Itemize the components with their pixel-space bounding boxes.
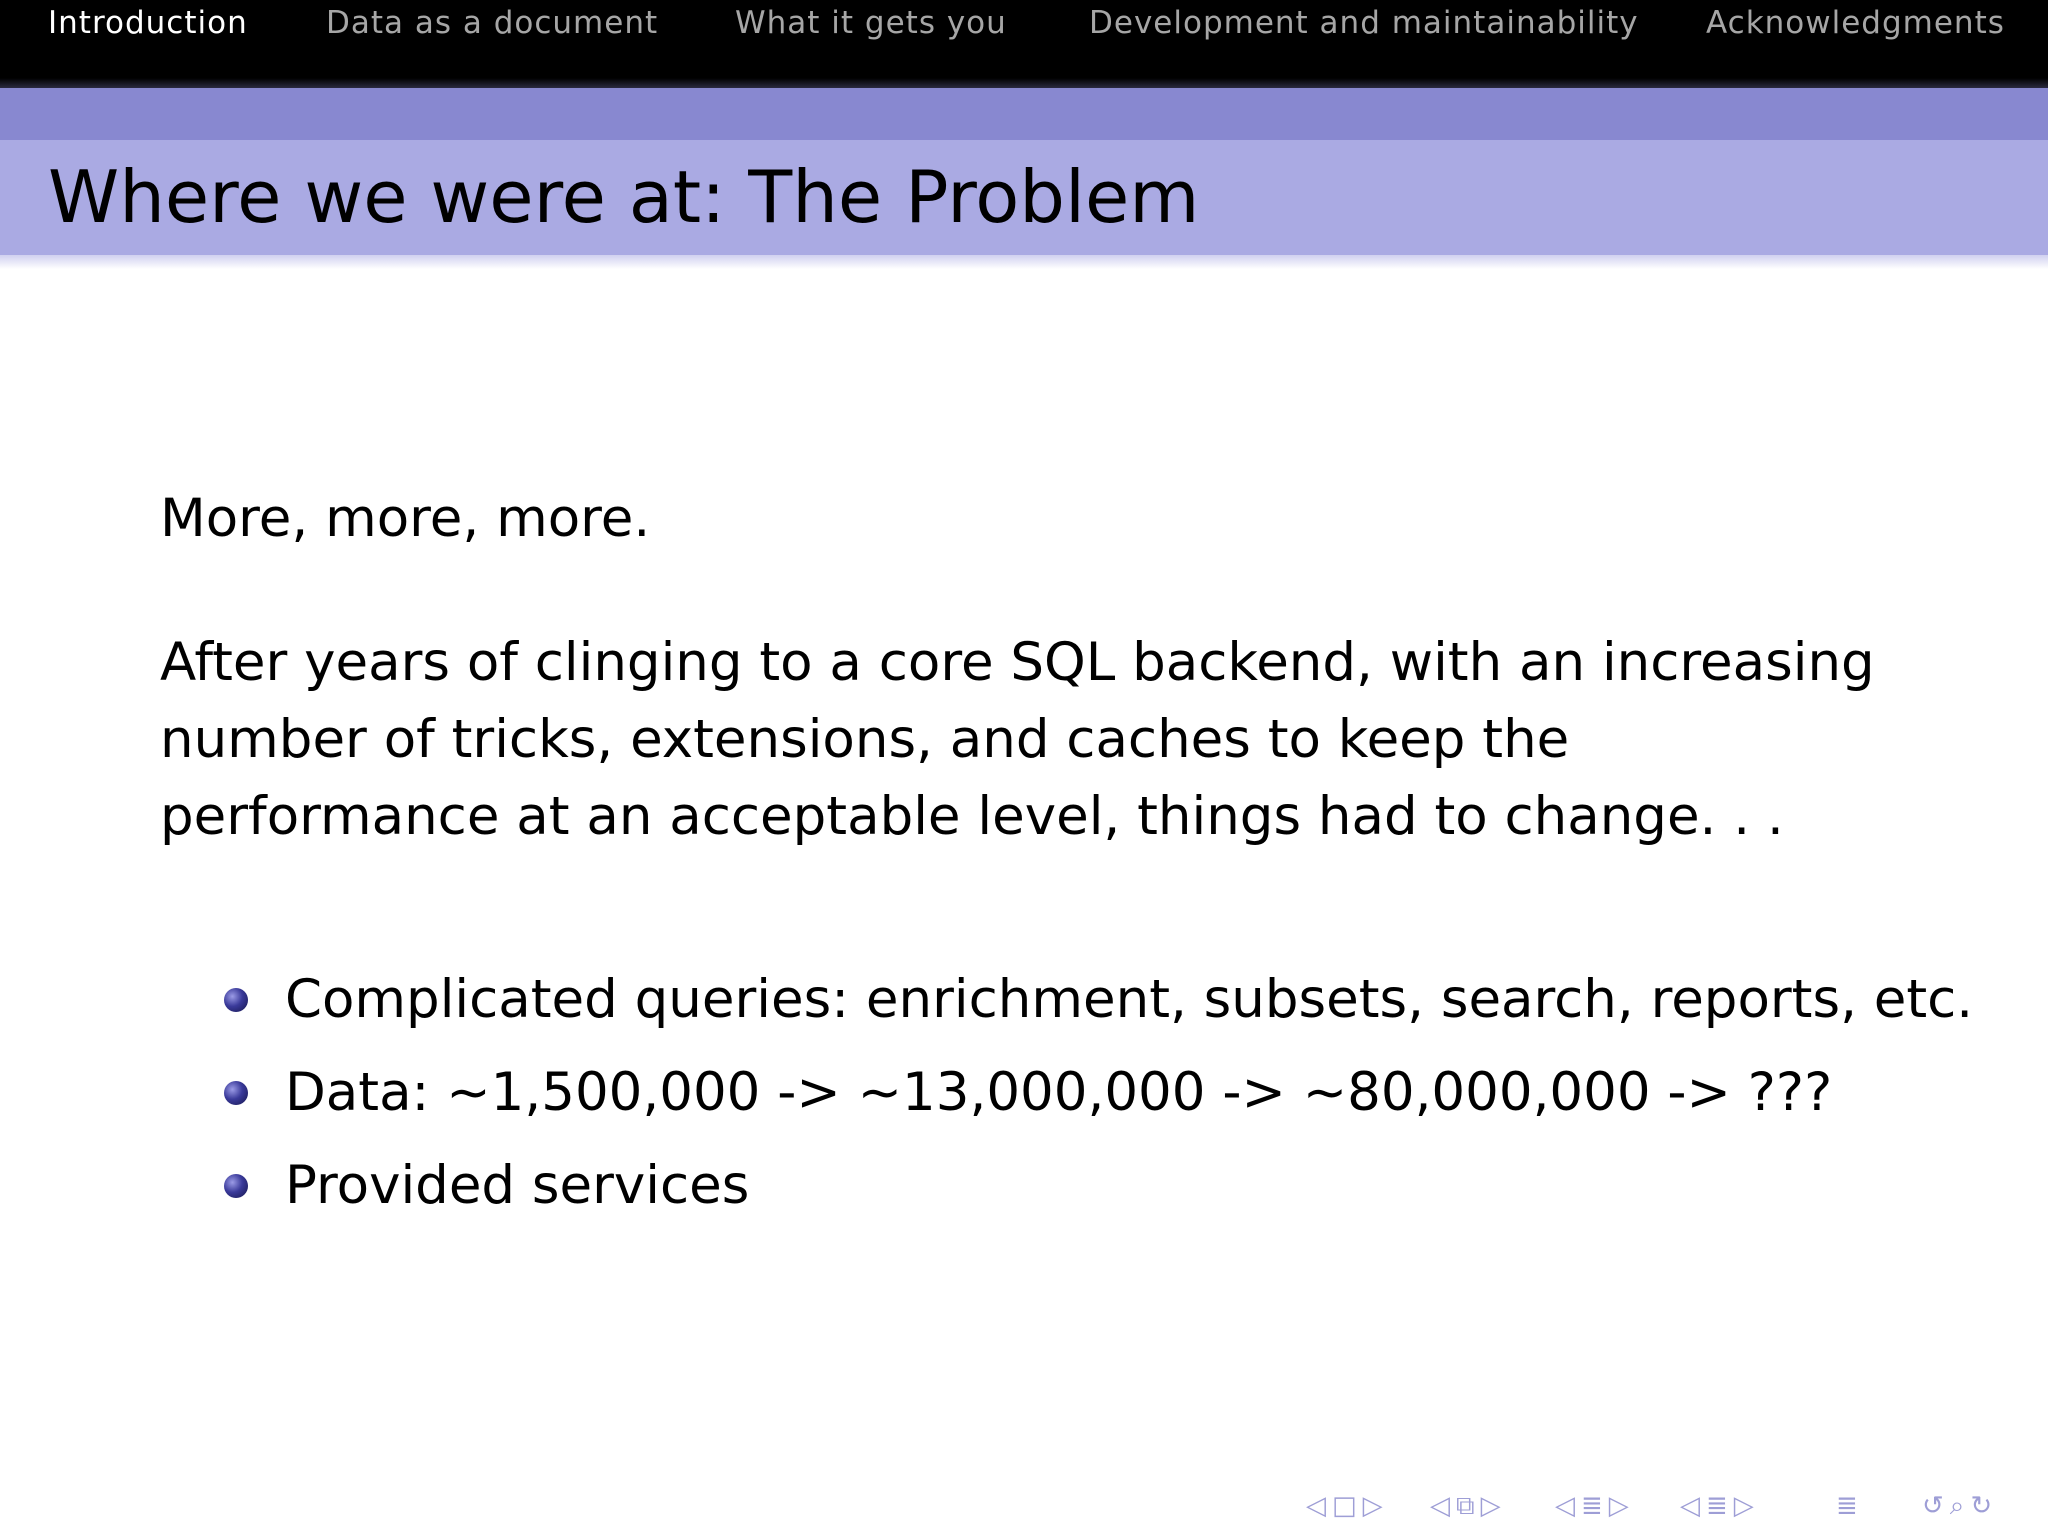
document-back-icon[interactable]: ◁ bbox=[1680, 1491, 1700, 1521]
bullet-icon bbox=[224, 1081, 248, 1105]
section-navbar bbox=[0, 0, 2048, 88]
nav-section-introduction[interactable]: Introduction bbox=[48, 5, 248, 41]
document-icon[interactable]: ≣ bbox=[1706, 1491, 1728, 1521]
bullet-list bbox=[222, 960, 1973, 1239]
redo-icon[interactable]: ↻ bbox=[1970, 1491, 1993, 1521]
document-forward-icon[interactable]: ▷ bbox=[1733, 1491, 1754, 1521]
frame-body bbox=[160, 480, 1960, 855]
bullet-text: Provided services bbox=[285, 1155, 750, 1216]
search-navigation bbox=[1922, 1488, 1998, 1524]
frame-navigation bbox=[1306, 1488, 1389, 1524]
subsection-navigation bbox=[1430, 1488, 1507, 1524]
bullet-text: Complicated queries: enrichment, subsets, search, reports, etc. bbox=[285, 969, 1974, 1030]
frame-back-icon[interactable]: ◁ bbox=[1306, 1491, 1326, 1521]
subsection-icon[interactable]: ⧉ bbox=[1456, 1491, 1475, 1521]
align-icon[interactable]: ≣ bbox=[1836, 1491, 1858, 1521]
problem-paragraph: After years of clinging to a core SQL backend, with an increasing number of tricks, extensions, and caches to keep the performance at an acceptable level, things had to change. . . bbox=[160, 632, 1875, 847]
bullet-icon bbox=[224, 1174, 248, 1198]
header-band bbox=[0, 88, 2048, 140]
subsection-forward-icon[interactable]: ▷ bbox=[1480, 1491, 1501, 1521]
subsection-back-icon[interactable]: ◁ bbox=[1430, 1491, 1450, 1521]
section-back-icon[interactable]: ◁ bbox=[1555, 1491, 1575, 1521]
nav-section-what-it-gets-you[interactable]: What it gets you bbox=[735, 5, 1007, 41]
section-forward-icon[interactable]: ▷ bbox=[1608, 1491, 1629, 1521]
frame-forward-icon[interactable]: ▷ bbox=[1362, 1491, 1383, 1521]
bullet-icon bbox=[224, 988, 248, 1012]
section-navigation bbox=[1555, 1488, 1635, 1524]
undo-icon[interactable]: ↺ bbox=[1922, 1491, 1944, 1521]
nav-section-acknowledgments[interactable]: Acknowledgments bbox=[1706, 5, 2005, 41]
nav-section-development[interactable]: Development and maintainability bbox=[1089, 5, 1639, 41]
intro-paragraph: More, more, more. bbox=[160, 488, 651, 549]
appendix-navigation bbox=[1836, 1488, 1864, 1524]
frame-icon[interactable]: □ bbox=[1332, 1491, 1357, 1521]
nav-section-data-as-a-document[interactable]: Data as a document bbox=[326, 5, 659, 41]
frame-title: Where we were at: The Problem bbox=[48, 155, 1200, 239]
bullet-item bbox=[222, 1146, 1973, 1239]
frame-title-bar bbox=[0, 140, 2048, 255]
bullet-item bbox=[222, 1053, 1973, 1146]
bullet-item bbox=[222, 960, 1973, 1053]
bullet-text: Data: ~1,500,000 -> ~13,000,000 -> ~80,000,000 -> ??? bbox=[285, 1062, 1833, 1123]
document-navigation bbox=[1680, 1488, 1760, 1524]
search-icon[interactable]: ⌕ bbox=[1949, 1491, 1965, 1521]
section-icon[interactable]: ≣ bbox=[1581, 1491, 1603, 1521]
